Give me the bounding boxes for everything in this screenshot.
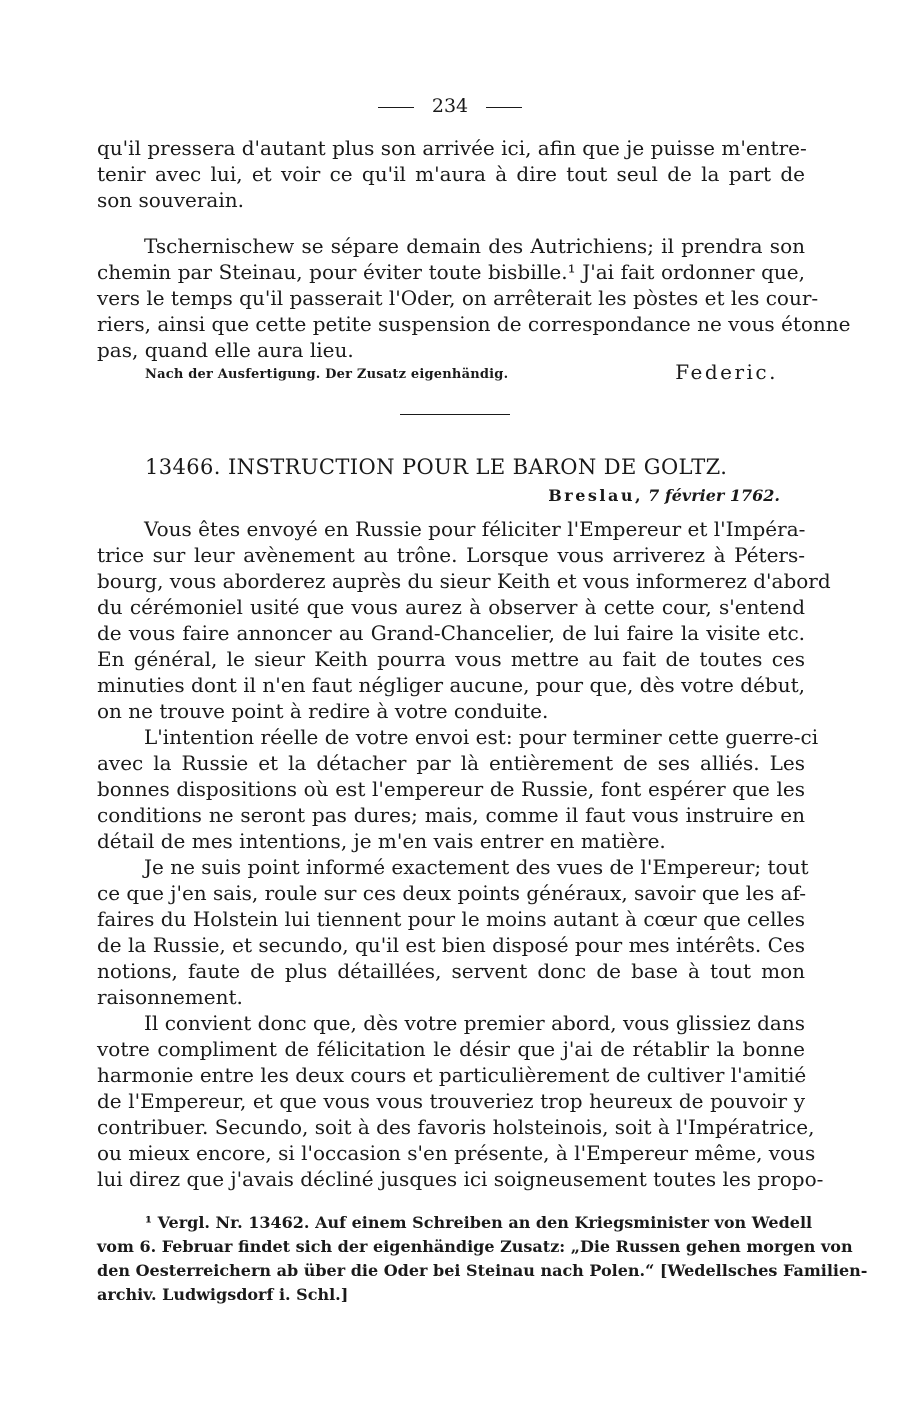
footnote-line: vom 6. Februar findet sich der eigenhändige Zusatz: „Die Russen gehen morgen von [97,1237,853,1256]
text-line: vers le temps qu'il passerait l'Oder, on arrêterait les pòstes et les cour- [97,286,819,310]
text-line: notions, faute de plus détaillées, servent donc de base à tout mon [97,959,805,983]
footnote-line: den Oesterreichern ab über die Oder bei Steinau nach Polen.“ [Wedellsches Familien- [97,1261,868,1280]
text-line: bourg, vous aborderez auprès du sieur Keith et vous informerez d'abord [97,569,831,593]
dateline-place: Breslau, [548,486,644,505]
text-line: de l'Empereur, et que vous vous trouveriez trop heureux de pouvoir y [97,1089,805,1113]
text-line: minuties dont il n'en faut négliger aucune, pour que, dès votre début, [97,673,805,697]
text-line: ou mieux encore, si l'occasion s'en présente, à l'Empereur même, vous [97,1141,816,1165]
header-dash-left [378,107,414,108]
footnote-line: ¹ Vergl. Nr. 13462. Auf einem Schreiben an den Kriegsminister von Wedell [145,1213,813,1232]
text-line: détail de mes intentions, je m'en vais entrer en matière. [97,829,666,853]
section-divider [400,414,510,415]
text-line: qu'il pressera d'autant plus son arrivée ici, afin que je puisse m'entre- [97,136,807,160]
dateline-date: 7 février 1762. [648,486,780,505]
text-line: raisonnement. [97,985,243,1009]
text-line: de vous faire annoncer au Grand-Chancelier, de lui faire la visite etc. [97,621,805,645]
text-line: Vous êtes envoyé en Russie pour féliciter l'Empereur et l'Impéra- [144,517,806,541]
signature: Federic. [675,360,778,384]
text-line: faires du Holstein lui tiennent pour le moins autant à cœur que celles [97,907,805,931]
text-line: tenir avec lui, et voir ce qu'il m'aura à dire tout seul de la part de [97,162,805,186]
text-line: on ne trouve point à redire à votre conduite. [97,699,549,723]
page-number: 234 [431,95,469,117]
text-line: riers, ainsi que cette petite suspension de correspondance ne vous étonne [97,312,851,336]
footnote-line: archiv. Ludwigsdorf i. Schl.] [97,1285,349,1304]
text-line: son souverain. [97,188,244,212]
header-dash-right [486,107,522,108]
text-line: pas, quand elle aura lieu. [97,338,354,362]
text-line: lui direz que j'avais décliné jusques ici soigneusement toutes les propo- [97,1167,824,1191]
text-line: avec la Russie et la détacher par là entièrement de ses alliés. Les [97,751,805,775]
text-line: contribuer. Secundo, soit à des favoris holsteinois, soit à l'Impératrice, [97,1115,815,1139]
document-title: 13466. INSTRUCTION POUR LE BARON DE GOLTZ. [145,455,728,479]
text-line: trice sur leur avènement au trône. Lorsque vous arriverez à Péters- [97,543,805,567]
text-line: votre compliment de félicitation le désir que j'ai de rétablir la bonne [97,1037,805,1061]
text-line: L'intention réelle de votre envoi est: pour terminer cette guerre-ci [144,725,819,749]
text-line: En général, le sieur Keith pourra vous mettre au fait de toutes ces [97,647,805,671]
page-header [0,94,900,118]
text-line: bonnes dispositions où est l'empereur de Russie, font espérer que les [97,777,805,801]
text-line: ce que j'en sais, roule sur ces deux points généraux, savoir que les af- [97,881,806,905]
text-line: Il convient donc que, dès votre premier abord, vous glissiez dans [144,1011,805,1035]
source-note: Nach der Ausfertigung. Der Zusatz eigenhändig. [145,367,509,382]
dateline [548,486,780,505]
text-line: du cérémoniel usité que vous aurez à observer à cette cour, s'entend [97,595,805,619]
text-line: conditions ne seront pas dures; mais, comme il faut vous instruire en [97,803,805,827]
text-line: harmonie entre les deux cours et particulièrement de cultiver l'amitié [97,1063,807,1087]
text-line: Tschernischew se sépare demain des Autrichiens; il prendra son [144,234,805,258]
text-line: chemin par Steinau, pour éviter toute bisbille.¹ J'ai fait ordonner que, [97,260,805,284]
text-line: de la Russie, et secundo, qu'il est bien disposé pour mes intérêts. Ces [97,933,805,957]
text-line: Je ne suis point informé exactement des vues de l'Empereur; tout [144,855,809,879]
